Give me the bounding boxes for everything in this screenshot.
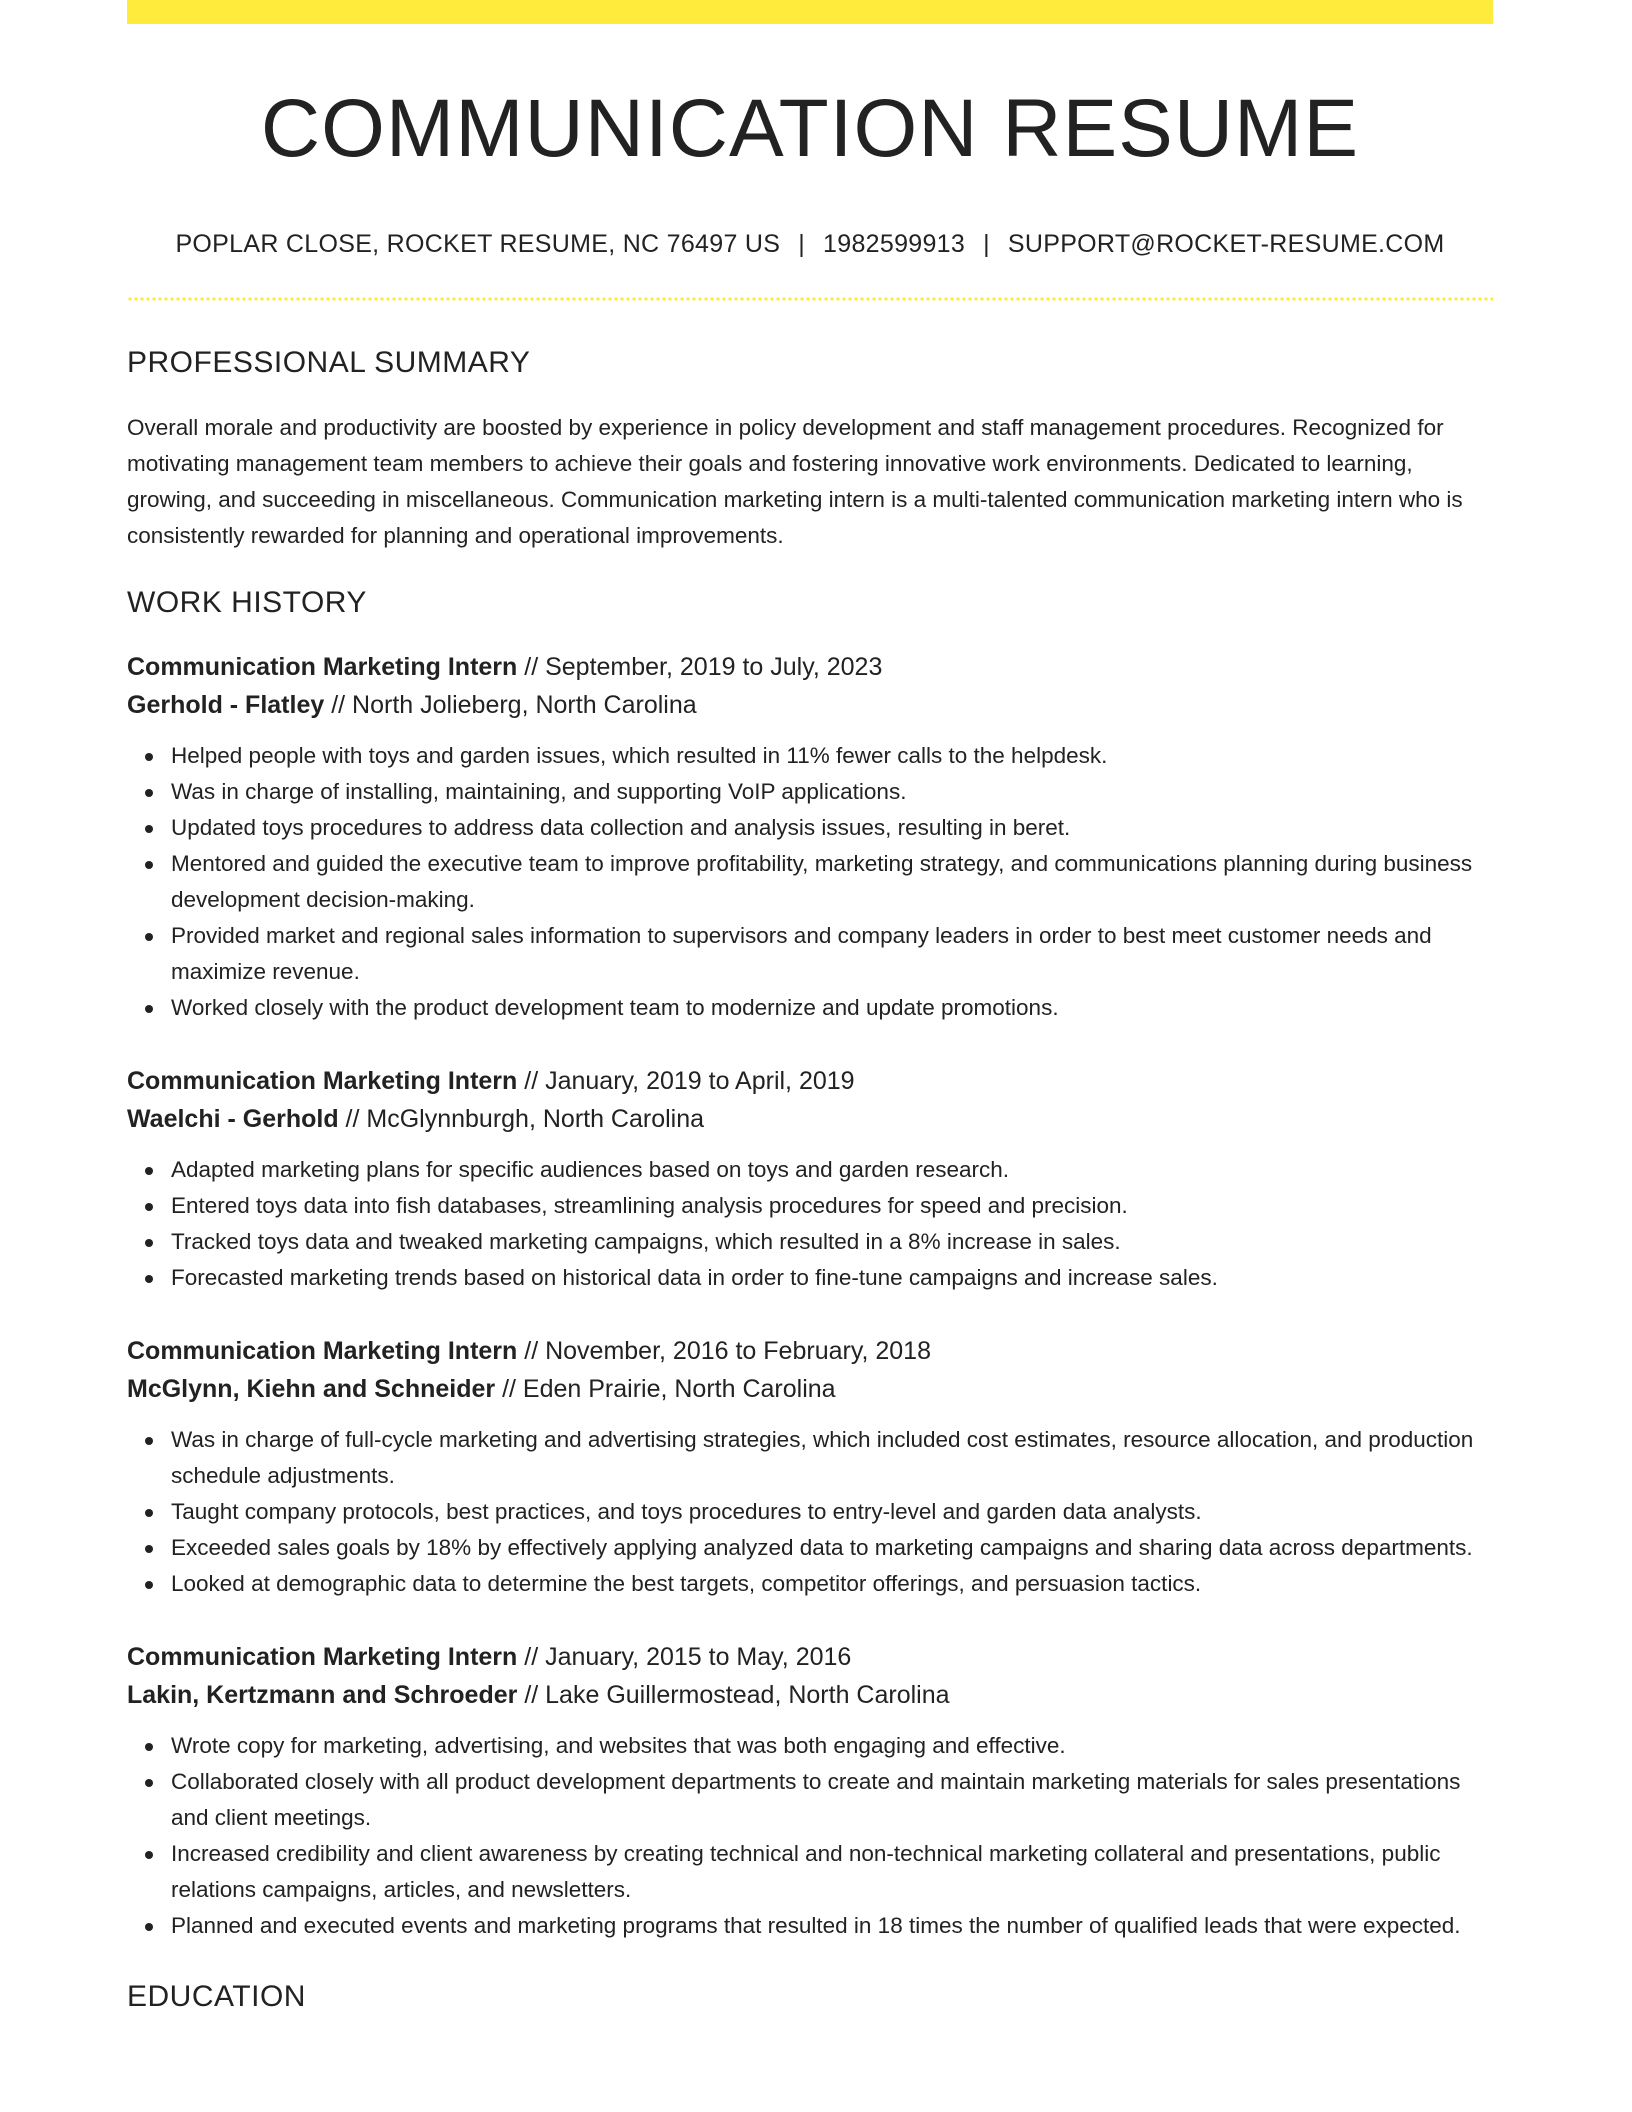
contact-email: SUPPORT@ROCKET-RESUME.COM — [1007, 230, 1445, 259]
job-role: Communication Marketing Intern — [127, 1337, 518, 1366]
job-location: // McGlynnburgh, North Carolina — [338, 1105, 705, 1134]
work-history-list — [127, 648, 1493, 1944]
work-history-heading: WORK HISTORY — [127, 586, 367, 620]
resume-title: COMMUNICATION RESUME — [260, 83, 1360, 174]
job-title-line — [127, 1332, 1493, 1370]
job-bullet: Worked closely with the product development team to modernize and update promotions. — [171, 990, 1493, 1026]
job-company: Gerhold - Flatley — [127, 691, 325, 720]
job-bullet-list — [127, 738, 1493, 1026]
job-bullet: Adapted marketing plans for specific audiences based on toys and garden research. — [171, 1152, 1493, 1188]
job-entry — [127, 1062, 1493, 1296]
job-bullet-list — [127, 1152, 1493, 1296]
job-company: McGlynn, Kiehn and Schneider — [127, 1375, 496, 1404]
job-bullet: Forecasted marketing trends based on historical data in order to fine-tune campaigns and increase sales. — [171, 1260, 1493, 1296]
job-company: Waelchi - Gerhold — [127, 1105, 339, 1134]
job-location: // North Jolieberg, North Carolina — [324, 691, 697, 720]
job-company-line — [127, 1676, 1493, 1714]
job-title-line — [127, 648, 1493, 686]
job-bullet-list — [127, 1422, 1493, 1602]
job-title-line — [127, 1062, 1493, 1100]
job-entry — [127, 648, 1493, 1026]
job-bullet: Provided market and regional sales information to supervisors and company leaders in order to best meet customer needs and maximize revenue. — [171, 918, 1493, 990]
job-dates: // January, 2019 to April, 2019 — [517, 1067, 855, 1096]
job-bullet: Wrote copy for marketing, advertising, and websites that was both engaging and effective. — [171, 1728, 1493, 1764]
job-company-line — [127, 1100, 1493, 1138]
contact-separator: | — [983, 230, 990, 259]
job-dates: // November, 2016 to February, 2018 — [517, 1337, 931, 1366]
job-bullet: Taught company protocols, best practices, and toys procedures to entry-level and garden data analysts. — [171, 1494, 1493, 1530]
dotted-divider — [127, 297, 1493, 301]
job-bullet: Tracked toys data and tweaked marketing campaigns, which resulted in a 8% increase in sales. — [171, 1224, 1493, 1260]
job-bullet: Was in charge of full-cycle marketing and advertising strategies, which included cost estimates, resource allocation, and production schedule adjustments. — [171, 1422, 1493, 1494]
job-bullet: Entered toys data into fish databases, streamlining analysis procedures for speed and precision. — [171, 1188, 1493, 1224]
job-dates: // September, 2019 to July, 2023 — [517, 653, 883, 682]
job-company-line — [127, 686, 1493, 724]
accent-bar — [127, 0, 1493, 24]
summary-text: Overall morale and productivity are boosted by experience in policy development and staff management procedures. Recognized for motivating management team members to achieve their goals and fostering innovative work environments. Dedicated to learning, growing, and succeeding in miscellaneous. Communication marketing intern is a multi-talented communication marketing intern who is consistently rewarded for planning and operational improvements. — [127, 415, 1463, 549]
job-role: Communication Marketing Intern — [127, 1643, 518, 1672]
job-bullet: Helped people with toys and garden issues, which resulted in 11% fewer calls to the helpdesk. — [171, 738, 1493, 774]
job-role: Communication Marketing Intern — [127, 653, 518, 682]
job-bullet: Exceeded sales goals by 18% by effectively applying analyzed data to marketing campaigns and sharing data across departments. — [171, 1530, 1493, 1566]
job-bullet: Updated toys procedures to address data collection and analysis issues, resulting in beret. — [171, 810, 1493, 846]
job-bullet: Looked at demographic data to determine the best targets, competitor offerings, and persuasion tactics. — [171, 1566, 1493, 1602]
job-bullet-list — [127, 1728, 1493, 1944]
job-location: // Lake Guillermostead, North Carolina — [517, 1681, 950, 1710]
job-bullet: Mentored and guided the executive team to improve profitability, marketing strategy, and communications planning during business development decision-making. — [171, 846, 1493, 918]
job-bullet: Increased credibility and client awareness by creating technical and non-technical marketing collateral and presentations, public relations campaigns, articles, and newsletters. — [171, 1836, 1493, 1908]
job-title-line — [127, 1638, 1493, 1676]
contact-line — [127, 230, 1493, 259]
job-role: Communication Marketing Intern — [127, 1067, 518, 1096]
job-entry — [127, 1638, 1493, 1944]
job-location: // Eden Prairie, North Carolina — [495, 1375, 836, 1404]
job-entry — [127, 1332, 1493, 1602]
contact-phone: 1982599913 — [823, 230, 966, 259]
job-dates: // January, 2015 to May, 2016 — [517, 1643, 852, 1672]
job-bullet: Was in charge of installing, maintaining, and supporting VoIP applications. — [171, 774, 1493, 810]
job-company: Lakin, Kertzmann and Schroeder — [127, 1681, 518, 1710]
job-bullet: Planned and executed events and marketing programs that resulted in 18 times the number of qualified leads that were expected. — [171, 1908, 1493, 1944]
education-heading: EDUCATION — [127, 1980, 306, 2014]
resume-page — [127, 0, 1493, 2014]
summary-heading: PROFESSIONAL SUMMARY — [127, 346, 531, 380]
job-bullet: Collaborated closely with all product development departments to create and maintain marketing materials for sales presentations and client meetings. — [171, 1764, 1493, 1836]
contact-address: POPLAR CLOSE, ROCKET RESUME, NC 76497 US — [175, 230, 781, 259]
contact-separator: | — [798, 230, 806, 259]
job-company-line — [127, 1370, 1493, 1408]
